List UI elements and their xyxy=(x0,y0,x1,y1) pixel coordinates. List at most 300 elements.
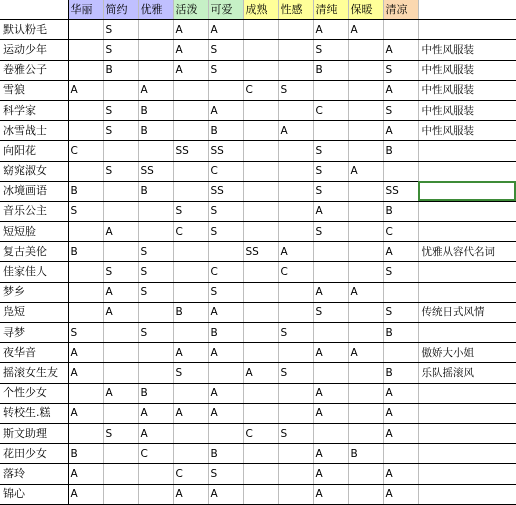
outfit-name-cell[interactable]: 窈窕淑女 xyxy=(0,161,68,181)
rating-cell[interactable]: A xyxy=(103,302,138,322)
note-cell[interactable] xyxy=(418,20,516,40)
rating-cell[interactable] xyxy=(278,222,313,242)
rating-cell[interactable] xyxy=(138,20,173,40)
rating-cell[interactable] xyxy=(103,343,138,363)
rating-cell[interactable] xyxy=(208,423,243,443)
rating-cell[interactable] xyxy=(243,181,278,201)
rating-cell[interactable] xyxy=(348,363,383,383)
rating-cell[interactable]: S xyxy=(313,161,348,181)
header-cell-2[interactable]: 简约 xyxy=(103,0,138,20)
rating-cell[interactable] xyxy=(278,141,313,161)
rating-cell[interactable] xyxy=(103,444,138,464)
rating-cell[interactable]: A xyxy=(278,121,313,141)
note-cell[interactable] xyxy=(418,282,516,302)
rating-cell[interactable] xyxy=(103,403,138,423)
rating-cell[interactable] xyxy=(348,423,383,443)
rating-cell[interactable] xyxy=(348,222,383,242)
rating-cell[interactable] xyxy=(243,282,278,302)
rating-cell[interactable] xyxy=(68,161,103,181)
rating-cell[interactable] xyxy=(243,444,278,464)
rating-cell[interactable]: A xyxy=(313,343,348,363)
rating-cell[interactable] xyxy=(243,222,278,242)
rating-cell[interactable] xyxy=(348,242,383,262)
selected-cell[interactable] xyxy=(418,181,516,201)
rating-cell[interactable] xyxy=(348,60,383,80)
rating-cell[interactable]: B xyxy=(138,100,173,120)
rating-cell[interactable] xyxy=(103,242,138,262)
header-cell-5[interactable]: 可爱 xyxy=(208,0,243,20)
rating-cell[interactable]: B xyxy=(103,60,138,80)
rating-cell[interactable]: A xyxy=(383,40,418,60)
rating-cell[interactable] xyxy=(103,323,138,343)
rating-cell[interactable] xyxy=(278,60,313,80)
rating-cell[interactable]: S xyxy=(208,201,243,221)
rating-cell[interactable] xyxy=(138,141,173,161)
rating-cell[interactable]: SS xyxy=(173,141,208,161)
rating-cell[interactable] xyxy=(278,403,313,423)
rating-cell[interactable]: S xyxy=(103,121,138,141)
rating-cell[interactable]: S xyxy=(313,141,348,161)
rating-cell[interactable]: A xyxy=(313,484,348,504)
rating-cell[interactable]: S xyxy=(103,20,138,40)
rating-cell[interactable]: B xyxy=(383,363,418,383)
rating-cell[interactable]: A xyxy=(208,302,243,322)
rating-cell[interactable]: B xyxy=(348,444,383,464)
rating-cell[interactable]: S xyxy=(68,323,103,343)
rating-cell[interactable] xyxy=(173,161,208,181)
note-cell[interactable] xyxy=(418,484,516,504)
rating-cell[interactable]: A xyxy=(383,464,418,484)
rating-cell[interactable]: A xyxy=(138,403,173,423)
rating-cell[interactable] xyxy=(278,201,313,221)
rating-cell[interactable] xyxy=(348,141,383,161)
rating-cell[interactable] xyxy=(173,100,208,120)
outfit-name-cell[interactable]: 夜华音 xyxy=(0,343,68,363)
rating-cell[interactable] xyxy=(278,40,313,60)
rating-cell[interactable]: S xyxy=(103,262,138,282)
outfit-name-cell[interactable]: 冰境画语 xyxy=(0,181,68,201)
rating-cell[interactable] xyxy=(138,60,173,80)
rating-cell[interactable] xyxy=(348,100,383,120)
outfit-name-cell[interactable]: 转校生.糕 xyxy=(0,403,68,423)
rating-cell[interactable]: S xyxy=(103,40,138,60)
rating-cell[interactable]: S xyxy=(383,262,418,282)
rating-cell[interactable] xyxy=(173,121,208,141)
rating-cell[interactable]: A xyxy=(68,484,103,504)
rating-cell[interactable] xyxy=(348,484,383,504)
rating-cell[interactable] xyxy=(173,323,208,343)
rating-cell[interactable] xyxy=(278,181,313,201)
outfit-name-cell[interactable]: 花田少女 xyxy=(0,444,68,464)
rating-cell[interactable] xyxy=(348,201,383,221)
outfit-name-cell[interactable]: 锦心 xyxy=(0,484,68,504)
note-cell[interactable] xyxy=(418,222,516,242)
rating-cell[interactable]: S xyxy=(383,60,418,80)
rating-cell[interactable]: S xyxy=(138,282,173,302)
rating-cell[interactable] xyxy=(68,423,103,443)
rating-cell[interactable]: A xyxy=(173,343,208,363)
rating-cell[interactable]: A xyxy=(208,100,243,120)
rating-cell[interactable]: S xyxy=(278,80,313,100)
note-cell[interactable]: 传统日式风情 xyxy=(418,302,516,322)
note-cell[interactable] xyxy=(418,464,516,484)
rating-cell[interactable]: S xyxy=(383,100,418,120)
rating-cell[interactable]: A xyxy=(313,282,348,302)
rating-cell[interactable] xyxy=(68,40,103,60)
header-cell-4[interactable]: 活泼 xyxy=(173,0,208,20)
rating-cell[interactable]: B xyxy=(68,181,103,201)
rating-cell[interactable]: S xyxy=(383,302,418,322)
rating-cell[interactable]: C xyxy=(173,222,208,242)
rating-cell[interactable]: SS xyxy=(383,181,418,201)
note-cell[interactable]: 傲娇大小姐 xyxy=(418,343,516,363)
rating-cell[interactable]: A xyxy=(173,403,208,423)
rating-cell[interactable] xyxy=(243,383,278,403)
note-cell[interactable]: 中性风服装 xyxy=(418,60,516,80)
rating-cell[interactable] xyxy=(138,40,173,60)
rating-cell[interactable]: A xyxy=(348,282,383,302)
outfit-name-cell[interactable]: 向阳花 xyxy=(0,141,68,161)
rating-cell[interactable] xyxy=(243,161,278,181)
rating-cell[interactable]: C xyxy=(243,80,278,100)
note-cell[interactable]: 乐队摇滚风 xyxy=(418,363,516,383)
rating-cell[interactable]: A xyxy=(173,484,208,504)
rating-cell[interactable] xyxy=(173,242,208,262)
rating-cell[interactable]: A xyxy=(138,423,173,443)
rating-cell[interactable] xyxy=(348,403,383,423)
rating-cell[interactable] xyxy=(243,484,278,504)
rating-cell[interactable] xyxy=(138,222,173,242)
outfit-name-cell[interactable]: 凫短 xyxy=(0,302,68,322)
rating-cell[interactable] xyxy=(138,484,173,504)
rating-cell[interactable]: SS xyxy=(208,141,243,161)
rating-cell[interactable]: B xyxy=(383,201,418,221)
rating-cell[interactable] xyxy=(348,302,383,322)
rating-cell[interactable] xyxy=(348,383,383,403)
rating-cell[interactable] xyxy=(173,444,208,464)
outfit-name-cell[interactable]: 短短脸 xyxy=(0,222,68,242)
rating-cell[interactable] xyxy=(68,60,103,80)
rating-cell[interactable] xyxy=(278,464,313,484)
rating-cell[interactable] xyxy=(68,302,103,322)
rating-cell[interactable]: C xyxy=(278,262,313,282)
rating-cell[interactable]: S xyxy=(138,262,173,282)
rating-cell[interactable] xyxy=(278,302,313,322)
rating-cell[interactable] xyxy=(383,161,418,181)
rating-cell[interactable] xyxy=(278,444,313,464)
rating-cell[interactable]: A xyxy=(68,343,103,363)
outfit-name-cell[interactable]: 冰雪战士 xyxy=(0,121,68,141)
rating-cell[interactable]: S xyxy=(208,222,243,242)
rating-cell[interactable]: A xyxy=(278,242,313,262)
rating-cell[interactable] xyxy=(313,363,348,383)
rating-cell[interactable]: A xyxy=(103,383,138,403)
rating-cell[interactable]: A xyxy=(208,383,243,403)
rating-cell[interactable]: A xyxy=(383,423,418,443)
rating-cell[interactable]: S xyxy=(103,100,138,120)
rating-cell[interactable] xyxy=(278,100,313,120)
note-cell[interactable] xyxy=(418,444,516,464)
rating-cell[interactable] xyxy=(243,302,278,322)
rating-cell[interactable]: B xyxy=(208,323,243,343)
rating-cell[interactable] xyxy=(103,464,138,484)
rating-cell[interactable] xyxy=(313,323,348,343)
rating-cell[interactable]: SS xyxy=(208,181,243,201)
rating-cell[interactable] xyxy=(313,262,348,282)
rating-cell[interactable] xyxy=(68,20,103,40)
rating-cell[interactable] xyxy=(208,80,243,100)
rating-cell[interactable] xyxy=(173,80,208,100)
rating-cell[interactable] xyxy=(243,201,278,221)
rating-cell[interactable]: A xyxy=(383,383,418,403)
note-cell[interactable] xyxy=(418,403,516,423)
rating-cell[interactable] xyxy=(348,262,383,282)
rating-cell[interactable]: A xyxy=(208,403,243,423)
rating-cell[interactable] xyxy=(348,121,383,141)
rating-cell[interactable]: A xyxy=(173,60,208,80)
rating-cell[interactable] xyxy=(243,262,278,282)
rating-cell[interactable] xyxy=(68,262,103,282)
rating-cell[interactable]: S xyxy=(313,181,348,201)
rating-cell[interactable] xyxy=(138,302,173,322)
rating-cell[interactable]: B xyxy=(208,444,243,464)
rating-cell[interactable]: S xyxy=(208,60,243,80)
rating-cell[interactable] xyxy=(313,242,348,262)
rating-cell[interactable] xyxy=(103,181,138,201)
rating-cell[interactable]: C xyxy=(208,161,243,181)
note-cell[interactable]: 中性风服装 xyxy=(418,80,516,100)
rating-cell[interactable] xyxy=(138,363,173,383)
rating-cell[interactable]: S xyxy=(278,323,313,343)
outfit-name-cell[interactable]: 雪狼 xyxy=(0,80,68,100)
rating-cell[interactable]: A xyxy=(383,403,418,423)
rating-cell[interactable]: A xyxy=(383,121,418,141)
note-cell[interactable]: 中性风服装 xyxy=(418,100,516,120)
rating-cell[interactable] xyxy=(68,100,103,120)
header-cell-9[interactable]: 保暖 xyxy=(348,0,383,20)
rating-cell[interactable]: A xyxy=(348,343,383,363)
rating-cell[interactable] xyxy=(103,141,138,161)
rating-cell[interactable]: A xyxy=(313,383,348,403)
header-cell-3[interactable]: 优雅 xyxy=(138,0,173,20)
rating-cell[interactable] xyxy=(278,343,313,363)
rating-cell[interactable] xyxy=(278,282,313,302)
rating-cell[interactable] xyxy=(138,464,173,484)
rating-cell[interactable] xyxy=(243,323,278,343)
header-note-cell[interactable] xyxy=(418,0,516,20)
rating-cell[interactable]: C xyxy=(68,141,103,161)
rating-cell[interactable] xyxy=(278,20,313,40)
rating-cell[interactable]: A xyxy=(103,282,138,302)
rating-cell[interactable]: A xyxy=(208,484,243,504)
rating-cell[interactable] xyxy=(278,383,313,403)
rating-cell[interactable] xyxy=(103,484,138,504)
rating-cell[interactable]: S xyxy=(208,40,243,60)
rating-cell[interactable]: A xyxy=(383,242,418,262)
rating-cell[interactable]: C xyxy=(173,464,208,484)
rating-cell[interactable] xyxy=(173,423,208,443)
rating-cell[interactable]: C xyxy=(243,423,278,443)
outfit-name-cell[interactable]: 卷雅公子 xyxy=(0,60,68,80)
rating-cell[interactable]: A xyxy=(208,20,243,40)
rating-cell[interactable]: C xyxy=(208,262,243,282)
outfit-name-cell[interactable]: 运动少年 xyxy=(0,40,68,60)
rating-cell[interactable]: S xyxy=(208,464,243,484)
rating-cell[interactable] xyxy=(103,80,138,100)
rating-cell[interactable]: S xyxy=(278,423,313,443)
note-cell[interactable] xyxy=(418,423,516,443)
rating-cell[interactable]: C xyxy=(138,444,173,464)
rating-cell[interactable]: B xyxy=(383,141,418,161)
rating-cell[interactable]: A xyxy=(313,444,348,464)
rating-cell[interactable] xyxy=(243,464,278,484)
rating-cell[interactable] xyxy=(68,282,103,302)
rating-cell[interactable]: B xyxy=(68,444,103,464)
rating-cell[interactable]: A xyxy=(173,40,208,60)
note-cell[interactable]: 中性风服装 xyxy=(418,121,516,141)
outfit-name-cell[interactable]: 摇滚女生友 xyxy=(0,363,68,383)
rating-cell[interactable] xyxy=(243,343,278,363)
rating-cell[interactable]: S xyxy=(103,161,138,181)
outfit-name-cell[interactable]: 默认粉毛 xyxy=(0,20,68,40)
note-cell[interactable]: 中性风服装 xyxy=(418,40,516,60)
rating-cell[interactable] xyxy=(103,201,138,221)
rating-cell[interactable]: A xyxy=(313,464,348,484)
rating-cell[interactable] xyxy=(68,383,103,403)
rating-cell[interactable] xyxy=(278,484,313,504)
rating-cell[interactable]: S xyxy=(313,222,348,242)
rating-cell[interactable]: B xyxy=(208,121,243,141)
outfit-name-cell[interactable]: 音乐公主 xyxy=(0,201,68,221)
rating-cell[interactable]: S xyxy=(173,363,208,383)
rating-cell[interactable]: A xyxy=(138,80,173,100)
rating-cell[interactable]: A xyxy=(68,363,103,383)
header-cell-1[interactable]: 华丽 xyxy=(68,0,103,20)
rating-cell[interactable] xyxy=(243,403,278,423)
rating-cell[interactable]: A xyxy=(68,80,103,100)
rating-cell[interactable] xyxy=(173,383,208,403)
rating-cell[interactable] xyxy=(243,141,278,161)
header-cell-7[interactable]: 性感 xyxy=(278,0,313,20)
outfit-name-cell[interactable]: 寻梦 xyxy=(0,323,68,343)
outfit-name-cell[interactable]: 梦乡 xyxy=(0,282,68,302)
rating-cell[interactable] xyxy=(278,161,313,181)
outfit-name-cell[interactable]: 佳家佳人 xyxy=(0,262,68,282)
rating-cell[interactable] xyxy=(173,181,208,201)
rating-cell[interactable]: B xyxy=(138,181,173,201)
outfit-name-cell[interactable]: 复古美伦 xyxy=(0,242,68,262)
rating-cell[interactable]: B xyxy=(173,302,208,322)
outfit-name-cell[interactable]: 斯文助理 xyxy=(0,423,68,443)
rating-cell[interactable]: B xyxy=(313,60,348,80)
rating-cell[interactable]: A xyxy=(313,20,348,40)
rating-cell[interactable] xyxy=(313,423,348,443)
rating-cell[interactable]: S xyxy=(103,423,138,443)
rating-cell[interactable] xyxy=(383,444,418,464)
rating-cell[interactable]: A xyxy=(348,20,383,40)
rating-cell[interactable] xyxy=(313,121,348,141)
rating-cell[interactable]: A xyxy=(173,20,208,40)
rating-cell[interactable]: A xyxy=(383,484,418,504)
rating-cell[interactable] xyxy=(243,40,278,60)
rating-cell[interactable]: A xyxy=(68,403,103,423)
rating-cell[interactable] xyxy=(243,100,278,120)
rating-cell[interactable] xyxy=(243,121,278,141)
rating-cell[interactable] xyxy=(383,343,418,363)
rating-cell[interactable]: A xyxy=(348,161,383,181)
rating-cell[interactable] xyxy=(138,201,173,221)
rating-cell[interactable] xyxy=(348,464,383,484)
note-cell[interactable] xyxy=(418,161,516,181)
rating-cell[interactable] xyxy=(138,343,173,363)
header-cell-6[interactable]: 成熟 xyxy=(243,0,278,20)
rating-cell[interactable] xyxy=(348,181,383,201)
rating-cell[interactable]: S xyxy=(68,201,103,221)
header-corner-cell[interactable] xyxy=(0,0,68,20)
rating-cell[interactable] xyxy=(383,282,418,302)
rating-cell[interactable]: S xyxy=(208,282,243,302)
rating-cell[interactable] xyxy=(348,40,383,60)
rating-cell[interactable]: A xyxy=(208,343,243,363)
header-cell-8[interactable]: 清纯 xyxy=(313,0,348,20)
outfit-name-cell[interactable]: 科学家 xyxy=(0,100,68,120)
rating-cell[interactable]: A xyxy=(313,201,348,221)
rating-cell[interactable] xyxy=(103,363,138,383)
rating-cell[interactable]: C xyxy=(383,222,418,242)
outfit-name-cell[interactable]: 落玲 xyxy=(0,464,68,484)
rating-cell[interactable] xyxy=(173,262,208,282)
note-cell[interactable] xyxy=(418,201,516,221)
rating-cell[interactable] xyxy=(68,121,103,141)
note-cell[interactable] xyxy=(418,383,516,403)
outfit-name-cell[interactable]: 个性少女 xyxy=(0,383,68,403)
rating-cell[interactable] xyxy=(208,242,243,262)
rating-cell[interactable]: S xyxy=(278,363,313,383)
rating-cell[interactable]: S xyxy=(313,302,348,322)
rating-cell[interactable] xyxy=(173,282,208,302)
rating-cell[interactable]: A xyxy=(68,464,103,484)
rating-cell[interactable]: S xyxy=(313,40,348,60)
header-cell-10[interactable]: 清凉 xyxy=(383,0,418,20)
note-cell[interactable] xyxy=(418,323,516,343)
note-cell[interactable] xyxy=(418,141,516,161)
rating-cell[interactable] xyxy=(243,20,278,40)
rating-cell[interactable]: A xyxy=(243,363,278,383)
rating-cell[interactable]: SS xyxy=(243,242,278,262)
rating-cell[interactable] xyxy=(348,323,383,343)
rating-cell[interactable]: A xyxy=(313,403,348,423)
note-cell[interactable]: 忧雅从容代名词 xyxy=(418,242,516,262)
rating-cell[interactable] xyxy=(313,80,348,100)
rating-cell[interactable] xyxy=(348,80,383,100)
rating-cell[interactable]: S xyxy=(173,201,208,221)
rating-cell[interactable]: B xyxy=(68,242,103,262)
rating-cell[interactable]: B xyxy=(383,323,418,343)
rating-cell[interactable]: SS xyxy=(138,161,173,181)
rating-cell[interactable] xyxy=(68,222,103,242)
rating-cell[interactable] xyxy=(208,363,243,383)
rating-cell[interactable]: S xyxy=(138,242,173,262)
rating-cell[interactable]: S xyxy=(138,323,173,343)
rating-cell[interactable] xyxy=(243,60,278,80)
rating-cell[interactable]: A xyxy=(383,80,418,100)
rating-cell[interactable]: B xyxy=(138,383,173,403)
rating-cell[interactable] xyxy=(383,20,418,40)
note-cell[interactable] xyxy=(418,262,516,282)
rating-cell[interactable]: B xyxy=(138,121,173,141)
rating-cell[interactable]: A xyxy=(103,222,138,242)
rating-cell[interactable]: C xyxy=(313,100,348,120)
